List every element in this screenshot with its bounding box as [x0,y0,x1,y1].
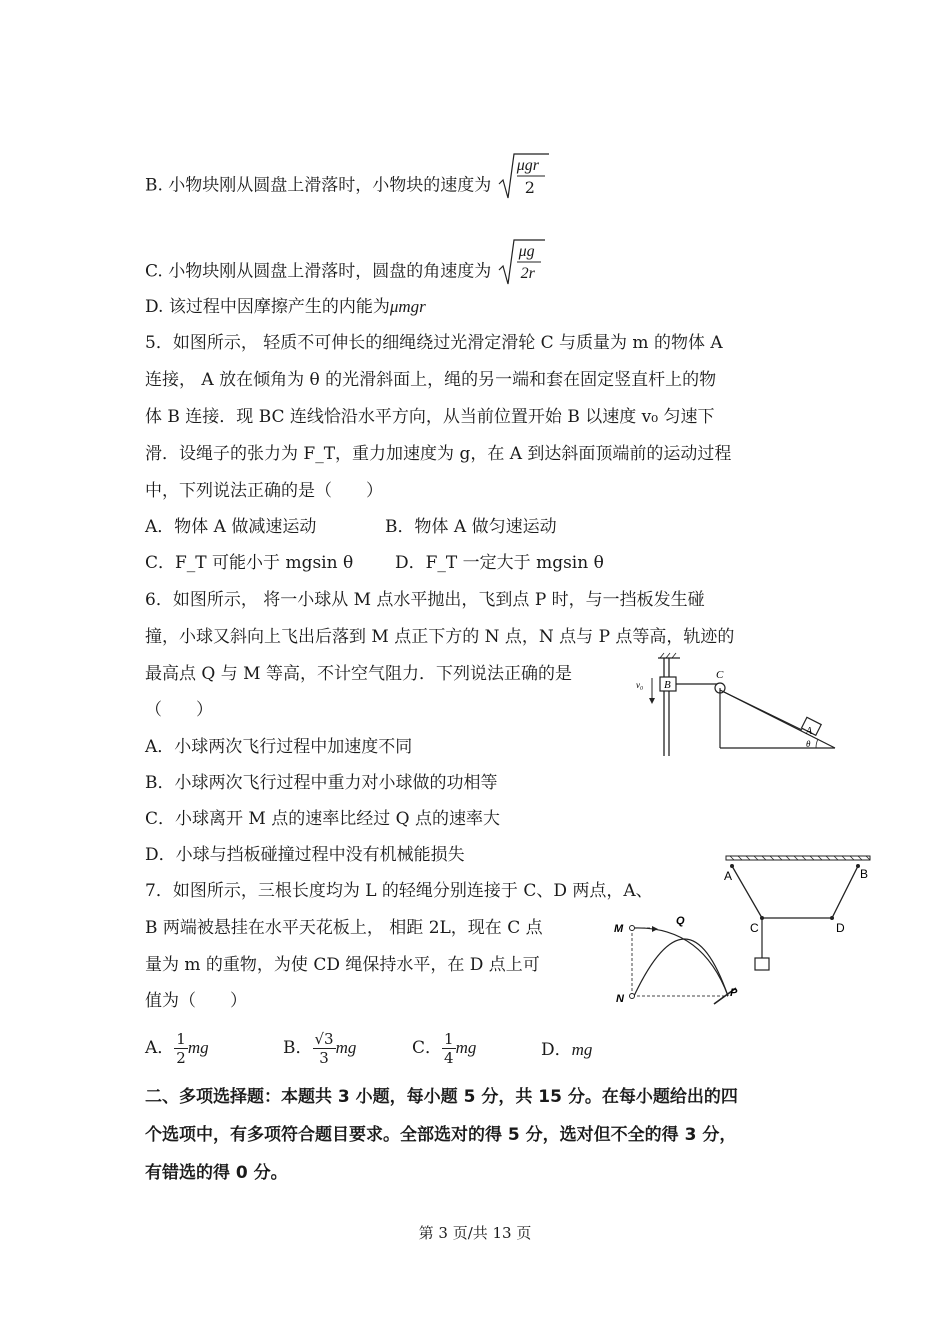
label-v0: v₀ [636,680,644,690]
q6-line-4: （ ） [145,700,213,720]
label-d: D [836,921,845,935]
label-m: M [614,923,624,935]
q4-option-d-expr: μmgr [389,297,426,316]
frac-den: 4 [444,1049,454,1067]
q6-line-3: 最高点 Q 与 M 等高，不计空气阻力．下列说法正确的是 [145,664,572,684]
q4-option-b-sqrt [497,150,551,202]
q5-line-5: 中，下列说法正确的是（ ） [145,481,383,501]
q4-option-c-text: C. 小物块刚从圆盘上滑落时，圆盘的角速度为 [145,261,492,282]
q4-c-sqrt-den: 2r [520,265,535,282]
q7-option-a-unit: mg [187,1038,209,1057]
label-q: Q [676,915,685,927]
section2-line-2: 个选项中，有多项符合题目要求。全部选对的得 5 分，选对但不全的得 3 分， [145,1125,737,1145]
q5-option-d: D．F_T 一定大于 mgsin θ [395,553,604,573]
label-p: P [730,987,738,999]
q4-option-b-text: B. 小物块刚从圆盘上滑落时，小物块的速度为 [145,175,492,196]
figure-q5-pulley-incline [630,650,840,760]
q4-option-c-sqrt [497,236,547,288]
q4-b-sqrt-num: μgr [516,157,539,174]
frac-num: 1 [176,1030,186,1048]
page-footer: 第 3 页/共 13 页 [418,1224,532,1242]
q5-line-3: 体 B 连接．现 BC 连线恰沿水平方向，从当前位置开始 B 以速度 v₀ 匀速下 [145,407,715,427]
label-a: A [724,869,733,883]
label-a: A [806,726,813,737]
q6-line-2: 撞，小球又斜向上飞出后落到 M 点正下方的 N 点，N 点与 P 点等高，轨迹的 [145,627,735,647]
q7-option-b-unit: mg [335,1038,357,1057]
q7-option-b-label: B． [283,1038,313,1058]
label-theta: θ [806,739,811,749]
frac-den: 2 [176,1049,186,1067]
q7-option-c-frac [442,1030,456,1067]
q5-option-a: A．物体 A 做减速运动 [145,517,317,537]
hanging-weight [755,958,769,970]
q5-line-1: 5．如图所示， 轻质不可伸长的细绳绕过光滑定滑轮 C 与质量为 m 的物体 A [145,333,723,353]
q7-option-a-label: A． [145,1038,175,1058]
q6-option-c: C．小球离开 M 点的速率比经过 Q 点的速率大 [145,809,500,829]
q4-option-d-text: D. 该过程中因摩擦产生的内能为 [145,297,390,317]
section2-line-3: 有错选的得 0 分。 [145,1163,288,1183]
q7-option-d [541,1040,592,1060]
q7-option-a [145,1030,209,1067]
q7-option-c [412,1030,476,1067]
q7-option-a-frac [174,1030,188,1067]
label-c: C [750,921,759,935]
label-b: B [860,867,869,881]
q7-option-b-frac [313,1030,336,1067]
q5-line-4: 滑．设绳子的张力为 F_T，重力加速度为 g，在 A 到达斜面顶端前的运动过程 [145,444,732,464]
q7-option-c-label: C． [412,1038,443,1058]
frac-num: 1 [444,1030,454,1048]
q5-option-b: B．物体 A 做匀速运动 [385,517,557,537]
q7-line-1: 7．如图所示，三根长度均为 L 的轻绳分别连接于 C、D 两点，A、 [145,881,653,901]
section2-line-1: 二、多项选择题：本题共 3 小题，每小题 5 分，共 15 分。在每小题给出的四 [145,1087,738,1107]
q6-line-1: 6．如图所示， 将一小球从 M 点水平抛出，飞到点 P 时，与一挡板发生碰 [145,590,705,610]
q4-b-sqrt-den: 2 [524,178,535,197]
q4-c-sqrt-num: μg [518,243,535,260]
q7-option-b [283,1030,356,1067]
label-b: B [664,679,671,691]
q7-line-3: 量为 m 的重物，为使 CD 绳保持水平，在 D 点上可 [145,955,540,975]
label-n: N [616,993,624,1005]
q4-option-b [145,157,551,212]
q6-option-d: D．小球与挡板碰撞过程中没有机械能损失 [145,845,465,865]
q7-line-2: B 两端被悬挂在水平天花板上， 相距 2L，现在 C 点 [145,918,543,938]
q5-line-2: 连接， A 放在倾角为 θ 的光滑斜面上，绳的另一端和套在固定竖直杆上的物 [145,370,717,390]
label-c: C [716,669,724,681]
q7-option-d-unit: mg [571,1040,593,1059]
q7-option-d-label: D． [541,1040,572,1060]
q6-option-b: B．小球两次飞行过程中重力对小球做的功相等 [145,773,498,793]
q7-option-c-unit: mg [455,1038,477,1057]
frac-num: √3 [314,1030,334,1048]
q6-option-a: A．小球两次飞行过程中加速度不同 [145,737,413,757]
figure-q6-projectile [612,912,747,1007]
q4-option-c [145,243,547,298]
q5-option-c: C．F_T 可能小于 mgsin θ [145,553,354,573]
q7-line-4: 值为（ ） [145,991,247,1011]
frac-den: 3 [319,1049,329,1067]
q4-option-d [145,297,426,317]
